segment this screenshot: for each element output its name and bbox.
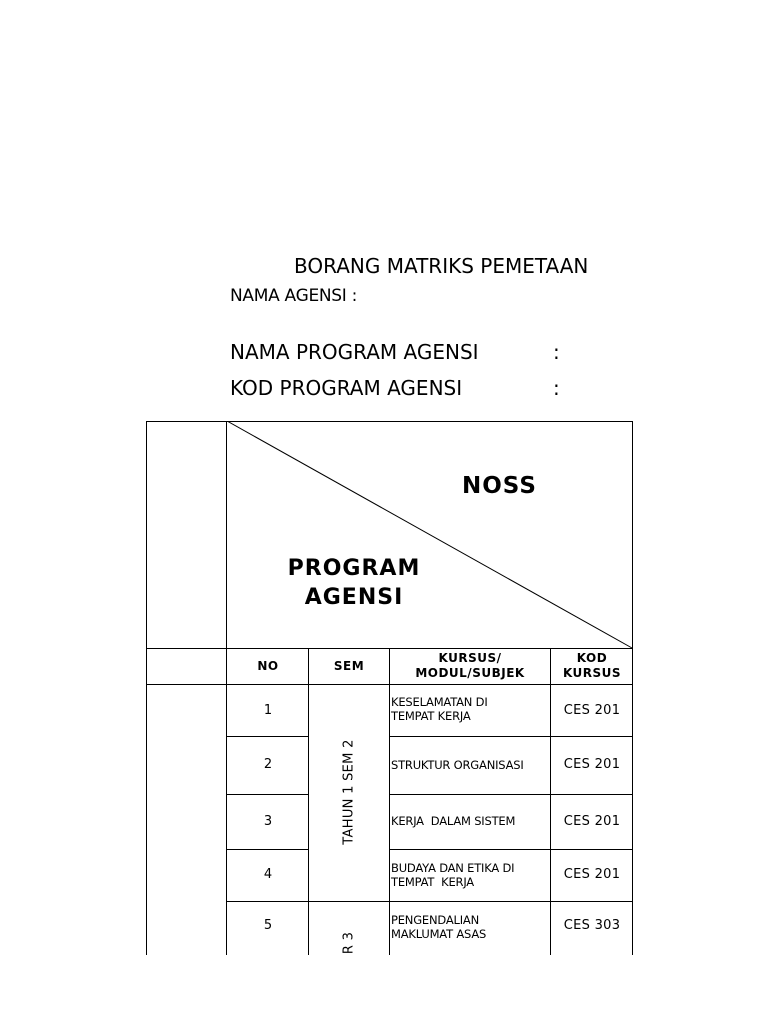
form-title: BORANG MATRIKS PEMETAAN bbox=[294, 254, 589, 278]
row-3-no: 3 bbox=[263, 814, 273, 829]
row-sep-1 bbox=[227, 736, 308, 737]
semester-group-2: R 3 bbox=[341, 931, 357, 955]
program-agency-header bbox=[244, 554, 464, 612]
noss-header: NOSS bbox=[462, 473, 537, 499]
col-header-code-line2: KURSUS bbox=[562, 666, 622, 680]
row-sep-2b bbox=[389, 794, 633, 795]
col-header-code-line1: KOD bbox=[576, 651, 608, 665]
program-name-label: NAMA PROGRAM AGENSI bbox=[230, 340, 479, 364]
col-sep-no-sem bbox=[308, 648, 309, 955]
row-2-no: 2 bbox=[263, 757, 273, 772]
row-4-course-line2: TEMPAT KERJA bbox=[391, 875, 474, 889]
col-header-course-line1: KURSUS/ bbox=[438, 651, 502, 665]
semester-group-1: TAHUN 1 SEM 2 bbox=[341, 739, 357, 845]
program-name-colon: : bbox=[553, 340, 560, 364]
agency-name-label: NAMA AGENSI : bbox=[230, 286, 358, 306]
row-1-course-line2: TEMPAT KERJA bbox=[391, 709, 471, 723]
row-2-course bbox=[391, 758, 551, 772]
row-sep-3 bbox=[227, 849, 308, 850]
row-4-code: CES 201 bbox=[563, 867, 621, 882]
row-1-course-line1: KESELAMATAN DI bbox=[391, 695, 488, 709]
row-5-code: CES 303 bbox=[563, 918, 621, 933]
col-header-course-line2: MODUL/SUBJEK bbox=[415, 666, 525, 680]
row-4-no: 4 bbox=[263, 867, 273, 882]
row-4-course-line1: BUDAYA DAN ETIKA DI bbox=[391, 861, 515, 875]
program-header-line2: AGENSI bbox=[304, 585, 404, 610]
program-code-colon: : bbox=[553, 376, 560, 400]
row-1-course bbox=[391, 695, 551, 723]
row-3-course-line1: KERJA DALAM SISTEM bbox=[391, 814, 516, 828]
row-5-course bbox=[391, 913, 551, 941]
row-2-code: CES 201 bbox=[563, 757, 621, 772]
row-5-course-line2: MAKLUMAT ASAS bbox=[391, 927, 487, 941]
diagonal-line bbox=[227, 421, 632, 648]
row-sep-2 bbox=[227, 794, 308, 795]
row-5-course-line1: PENGENDALIAN bbox=[391, 913, 479, 927]
mapping-matrix bbox=[146, 421, 633, 955]
row-3-course bbox=[391, 814, 551, 828]
row-5-no: 5 bbox=[263, 918, 273, 933]
col-sep-sem-course bbox=[389, 648, 390, 955]
row-sep-4 bbox=[227, 901, 633, 902]
col-header-sem: SEM bbox=[333, 659, 365, 673]
row-1-no: 1 bbox=[263, 703, 273, 718]
program-code-label: KOD PROGRAM AGENSI bbox=[230, 376, 463, 400]
row-1-code: CES 201 bbox=[563, 703, 621, 718]
col-header-code bbox=[551, 651, 633, 681]
row-sep-1b bbox=[389, 736, 633, 737]
col-header-no: NO bbox=[257, 659, 279, 673]
program-header-line1: PROGRAM bbox=[287, 556, 421, 581]
row-2-course-line1: STRUKTUR ORGANISASI bbox=[391, 758, 524, 772]
col-header-course bbox=[390, 651, 550, 681]
row-4-course bbox=[391, 861, 551, 889]
row-sep-3b bbox=[389, 849, 633, 850]
row-3-code: CES 201 bbox=[563, 814, 621, 829]
